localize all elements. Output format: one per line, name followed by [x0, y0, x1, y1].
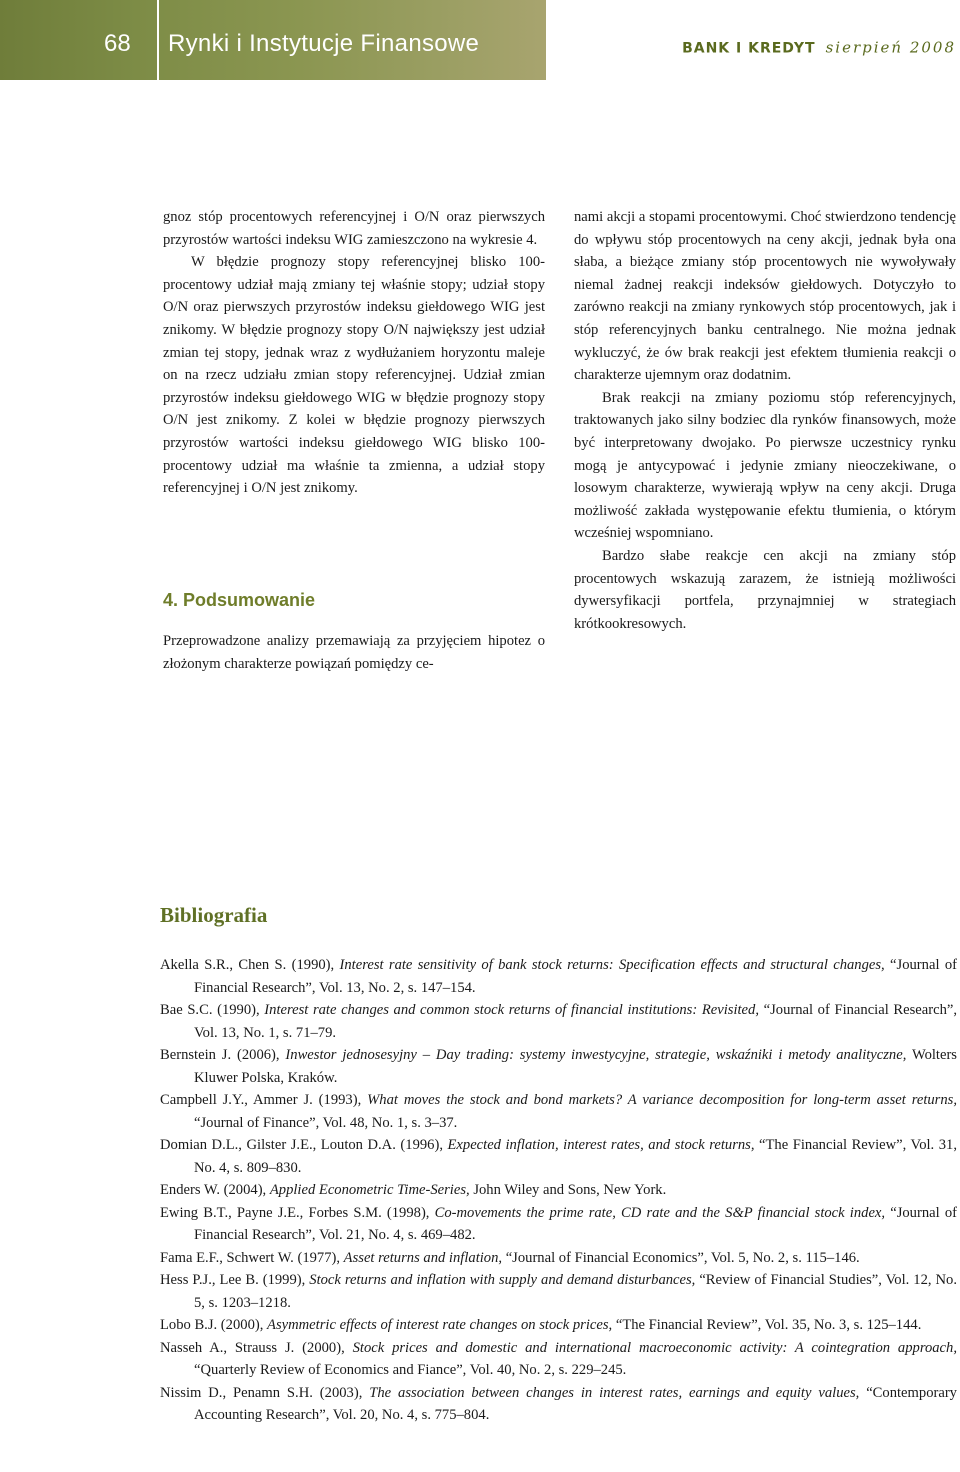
- right-paragraph-1: nami akcji a stopami procentowymi. Choć stwierdzono tendencję do wpływu stóp procentowych na ceny akcji, jednak była ona słaba, a bieżące zmiany stóp procentowych nie wywoływały niemal żadnej reakcji indeksów giełdowych. Dotyczyło to zarówno reakcji na zmiany rynkowych stóp procentowych, jak i stóp referencyjnych banku centralnego. Nie można jednak wykluczyć, że ów brak reakcji jest efektem tłumienia reakcji o charakterze ujemnym oraz dodatnim.: [574, 209, 956, 384]
- page-number: 68: [104, 30, 131, 57]
- bibliography-entry: Fama E.F., Schwert W. (1977), Asset returns and inflation, “Journal of Financial Economics”, Vol. 5, No. 2, s. 115–146.: [160, 1249, 860, 1266]
- bibliography-entry: Lobo B.J. (2000), Asymmetric effects of interest rate changes on stock prices, “The Financial Review”, Vol. 35, No. 3, s. 125–144.: [160, 1317, 922, 1333]
- section-heading: 4. Podsumowanie: [163, 590, 316, 610]
- section-title: Rynki i Instytucje Finansowe: [168, 30, 480, 57]
- header-divider: [157, 0, 159, 80]
- bibliography-entry: Akella S.R., Chen S. (1990), Interest rate sensitivity of bank stock returns: Specification effects and structural changes, “Journal of Financial Research”, Vol. 13, No. 2, s. 147–154.: [160, 957, 957, 996]
- page-header: [0, 0, 960, 80]
- journal-masthead: [682, 39, 956, 58]
- bibliography-entry: Campbell J.Y., Ammer J. (1993), What moves the stock and bond markets? A variance decomposition for long-term asset returns, “Journal of Finance”, Vol. 48, No. 1, s. 3–37.: [160, 1092, 957, 1131]
- bibliography-entry: Domian D.L., Gilster J.E., Louton D.A. (1996), Expected inflation, interest rates, and stock returns, “The Financial Review”, Vol. 31, No. 4, s. 809–830.: [160, 1137, 957, 1176]
- right-paragraph-2: Brak reakcji na zmiany poziomu stóp referencyjnych, traktowanych jako silny bodziec dla rynków finansowych, może być interpretowany dwojako. Po pierwsze uczestnicy rynku mogą je antycypować i jedynie zmiany nieoczekiwane, o losowym charakterze, wywierają wpływ na ceny akcji. Druga możliwość zakłada występowanie efektu tłumienia, o którym wcześniej wspomniano.: [574, 389, 956, 542]
- bibliography-entry: Ewing B.T., Payne J.E., Forbes S.M. (1998), Co-movements the prime rate, CD rate and the S&P financial stock index, “Journal of Financial Research”, Vol. 21, No. 4, s. 469–482.: [160, 1204, 957, 1243]
- bibliography-entry: Enders W. (2004), Applied Econometric Time-Series, John Wiley and Sons, New York.: [160, 1182, 667, 1198]
- bibliography-heading: Bibliografia: [160, 903, 268, 927]
- left-column-bottom: [163, 630, 545, 675]
- left-column: [163, 206, 545, 500]
- left-paragraph-3: Przeprowadzone analizy przemawiają za przyjęciem hipotez o złożonym charakterze powiązań pomiędzy ce-: [163, 633, 545, 672]
- bibliography-list: [160, 954, 957, 1427]
- left-paragraph-1: gnoz stóp procentowych referencyjnej i O/N oraz pierwszych przyrostów wartości indeksu WIG zamieszczono na wykresie 4.: [163, 209, 545, 248]
- right-column: [574, 206, 956, 635]
- bibliography-entry: Bae S.C. (1990), Interest rate changes and common stock returns of financial institutions: Revisited, “Journal of Financial Research”, Vol. 13, No. 1, s. 71–79.: [160, 1002, 958, 1041]
- bibliography-entry: Nasseh A., Strauss J. (2000), Stock prices and domestic and international macroeconomic activity: A cointegration approach, “Quarterly Review of Economics and Fiance”, Vol. 40, No. 2, s. 229–245.: [160, 1339, 957, 1378]
- journal-issue: sierpień 2008: [825, 38, 956, 57]
- bibliography-entry: Bernstein J. (2006), Inwestor jednosesyjny – Day trading: systemy inwestycyjne, strategie, wskaźniki i metody analityczne, Wolters Kluwer Polska, Kraków.: [160, 1047, 957, 1086]
- left-paragraph-2: W błędzie prognozy stopy referencyjnej blisko 100-procentowy udział mają zmiany tej właśnie stopy; udział stopy O/N oraz pierwszych przyrostów indeksu giełdowego WIG jest znikomy. W błędzie prognozy stopy O/N największy jest udział zmian tej stopy, jednak wraz z wydłużaniem horyzontu maleje on na rzecz udziału zmian stopy referencyjnej. Udział zmian przyrostów indeksu giełdowego WIG w błędzie prognozy stopy O/N jest znikomy. Z kolei w błędzie prognozy pierwszych przyrostów wartości indeksu giełdowego WIG blisko 100-procentowy udział ma właśnie ta zmienna, a udział stopy referencyjnej i O/N jest znikomy.: [163, 254, 545, 497]
- bibliography-entry: Hess P.J., Lee B. (1999), Stock returns and inflation with supply and demand disturbances, “Review of Financial Studies”, Vol. 12, No. 5, s. 1203–1218.: [160, 1272, 957, 1311]
- journal-name: BANK I KREDYT: [682, 40, 816, 57]
- bibliography-entry: Nissim D., Penamn S.H. (2003), The association between changes in interest rates, earnings and equity values, “Contemporary Accounting Research”, Vol. 20, No. 4, s. 775–804.: [160, 1384, 957, 1423]
- right-paragraph-3: Bardzo słabe reakcje cen akcji na zmiany stóp procentowych wskazują zarazem, że istnieją możliwości dywersyfikacji portfela, przynajmniej w strategiach krótkookresowych.: [574, 547, 956, 632]
